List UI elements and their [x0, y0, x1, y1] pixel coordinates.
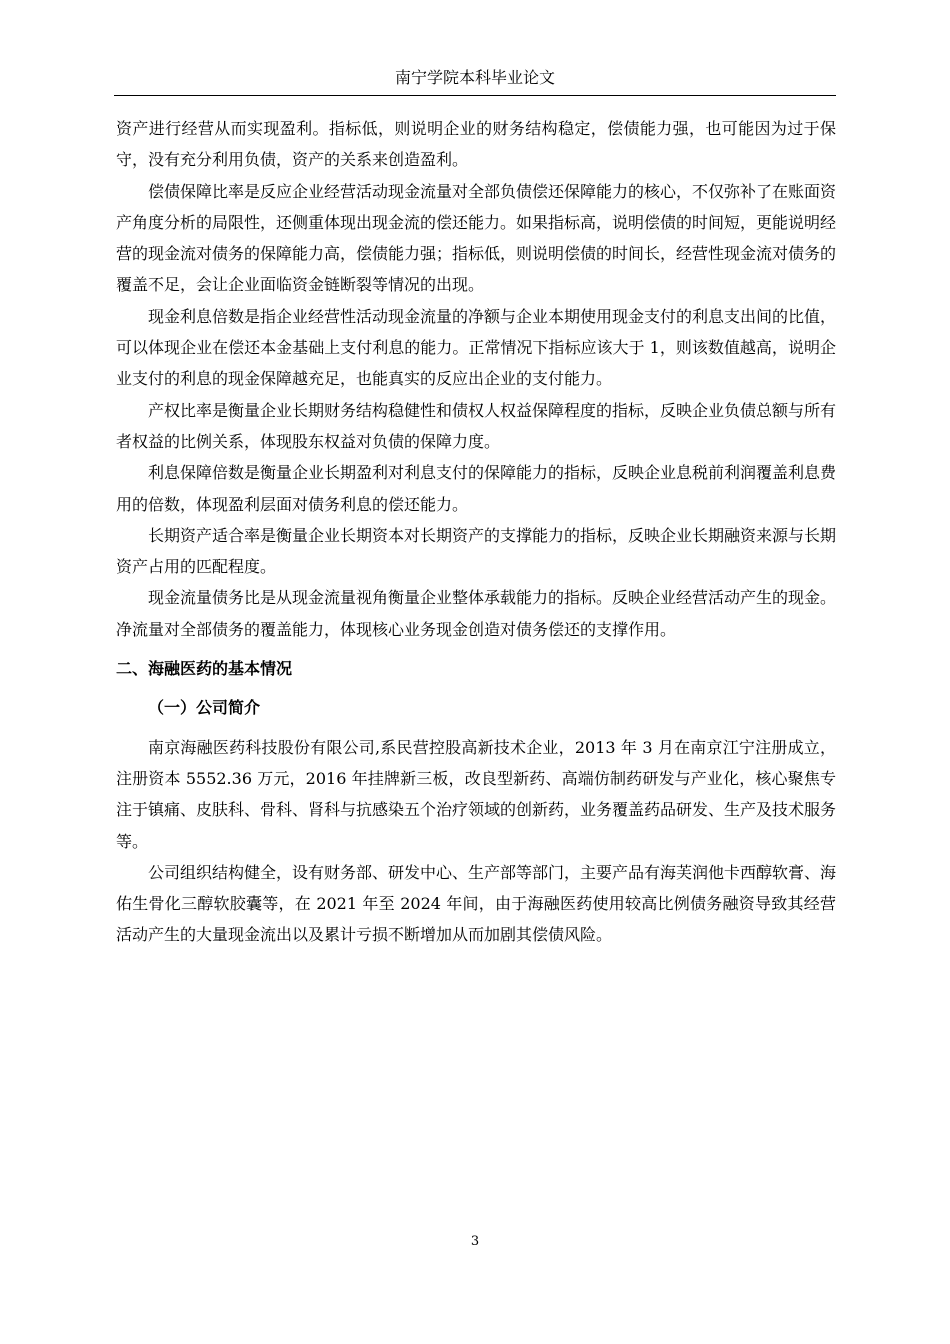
page-number: 3: [470, 1234, 480, 1249]
subsection-heading: （一）公司简介: [148, 698, 261, 718]
body-paragraph: 产权比率是衡量企业长期财务结构稳健性和债权人权益保障程度的指标，反映企业负债总额与所有者权益的比例关系，体现股东权益对负债的保障力度。: [116, 400, 837, 451]
body-paragraph: 现金利息倍数是指企业经营性活动现金流量的净额与企业本期使用现金支付的利息支出间的比值，可以体现企业在偿还本金基础上支付利息的能力。正常情况下指标应该大于 1，则该数值越高，说明企业支付的利息的现金保障越充足，也能真实的反应出企业的支付能力。: [116, 306, 837, 389]
body-paragraph: 长期资产适合率是衡量企业长期资本对长期资产的支撑能力的指标，反映企业长期融资来源与长期资产占用的匹配程度。: [116, 525, 837, 577]
page-body: [116, 113, 836, 951]
body-paragraph: 南京海融医药科技股份有限公司,系民营控股高新技术企业，2013 年 3 月在南京江宁注册成立，注册资本 5552.36 万元，2016 年挂牌新三板，改良型新药、高端仿制药研发与产业化，核心聚焦专注于镇痛、皮肤科、骨科、肾科与抗感染五个治疗领域的创新药，业务覆盖药品研发、生产及技术服务等。: [116, 737, 837, 851]
body-paragraph: 公司组织结构健全，设有财务部、研发中心、生产部等部门，主要产品有海芙润他卡西醇软膏、海佑生骨化三醇软胶囊等，在 2021 年至 2024 年间，由于海融医药使用较高比例债务融资导致其经营活动产生的大量现金流出以及累计亏损不断增加从而加剧其偿债风险。: [116, 862, 837, 945]
header-divider: [114, 95, 836, 96]
running-header-title: 南宁学院本科毕业论文: [394, 68, 555, 87]
body-paragraph: 偿债保障比率是反应企业经营活动现金流量对全部负债偿还保障能力的核心，不仅弥补了在账面资产角度分析的局限性，还侧重体现出现金流的偿还能力。如果指标高，说明偿债的时间短，更能说明经营的现金流对债务的保障能力高，偿债能力强；指标低，则说明偿债的时间长，经营性现金流对债务的覆盖不足，会让企业面临资金链断裂等情况的出现。: [116, 181, 837, 295]
body-paragraph: 利息保障倍数是衡量企业长期盈利对利息支付的保障能力的指标，反映企业息税前利润覆盖利息费用的倍数，体现盈利层面对债务利息的偿还能力。: [116, 463, 837, 514]
body-paragraph: 现金流量债务比是从现金流量视角衡量企业整体承载能力的指标。反映企业经营活动产生的现金。净流量对全部债务的覆盖能力，体现核心业务现金创造对债务偿还的支撑作用。: [116, 588, 837, 639]
section-heading: 二、海融医药的基本情况: [116, 659, 293, 679]
body-paragraph: 资产进行经营从而实现盈利。指标低，则说明企业的财务结构稳定，偿债能力强，也可能因为过于保守，没有充分利用负债，资产的关系来创造盈利。: [116, 119, 836, 170]
